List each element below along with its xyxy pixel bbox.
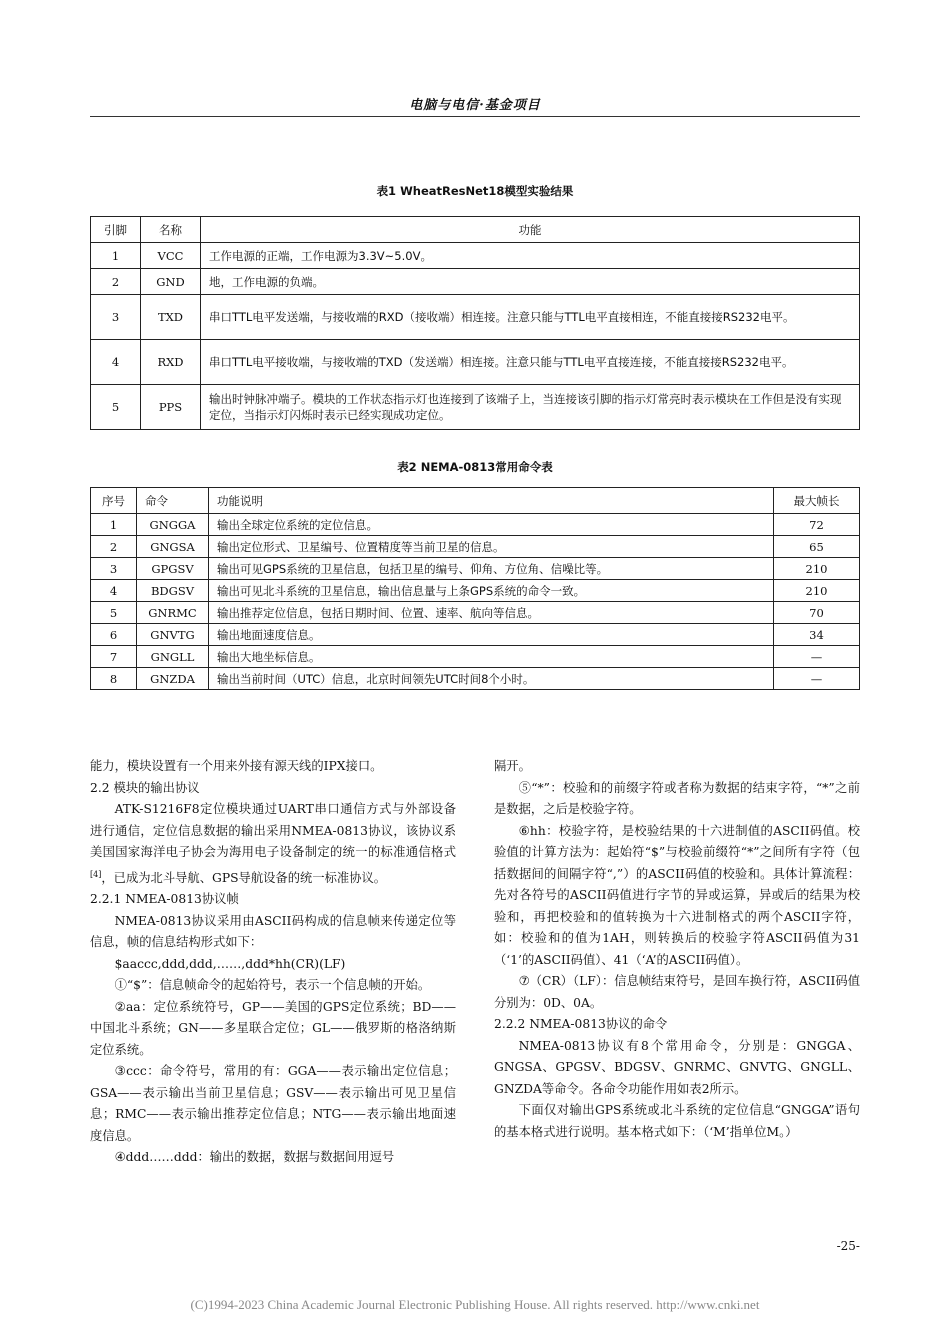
table-cell: 70 [774, 602, 860, 624]
table-cell: 串口TTL电平接收端，与接收端的TXD（发送端）相连接。注意只能与TTL电平直接连接，不能直接接RS232电平。 [201, 340, 860, 385]
table-cell: 8 [91, 668, 137, 690]
table1-header-name: 名称 [141, 217, 201, 243]
paragraph: ⑤“*”：校验和的前缀字符或者称为数据的结束字符，“*”之前是数据，之后是校验字符。 [494, 780, 860, 816]
table-cell: 输出可见北斗系统的卫星信息，输出信息量与上条GPS系统的命令一致。 [209, 580, 774, 602]
table-cell: 210 [774, 558, 860, 580]
table-cell: 1 [91, 514, 137, 536]
paragraph: ③ccc：命令符号，常用的有：GGA——表示输出定位信息；GSA——表示输出当前卫星信息；GSV——表示输出可见卫星信息；RMC——表示输出推荐定位信息；NTG——表示输出地面速度信息。 [90, 1064, 456, 1143]
table-cell: GNRMC [137, 602, 209, 624]
table-cell: — [774, 668, 860, 690]
table-row [91, 340, 860, 385]
table-cell: 5 [91, 385, 141, 430]
table-row [91, 269, 860, 295]
paragraph: ④ddd……ddd：输出的数据，数据与数据间用逗号 [114, 1150, 395, 1165]
table-cell: 2 [91, 269, 141, 295]
paragraph: NMEA-0813协议采用由ASCII码构成的信息帧来传递定位等信息，帧的信息结构形式如下： [90, 913, 456, 950]
table-row [91, 624, 860, 646]
paragraph: NMEA-0813协议有8个常用命令，分别是：GNGGA、GNGSA、GPGSV、BDGSV、GNRMC、GNVTG、GNGLL、GNZDA等命令。各命令功能作用如表2所示。 [494, 1038, 860, 1096]
table2-header-max-length: 最大帧长 [774, 488, 860, 514]
table-cell: TXD [141, 295, 201, 340]
table-row [91, 602, 860, 624]
frame-format: $aaccc,ddd,ddd,……,ddd*hh(CR)(LF) [114, 956, 346, 971]
page-number: -25- [836, 1239, 860, 1253]
table-cell: RXD [141, 340, 201, 385]
table-cell: 72 [774, 514, 860, 536]
table2-header-command: 命令 [137, 488, 209, 514]
paragraph: ①“$”：信息帧命令的起始符号，表示一个信息帧的开始。 [114, 978, 431, 993]
right-column [494, 756, 860, 1143]
table-row [91, 243, 860, 269]
table-cell: GNGGA [137, 514, 209, 536]
table-cell: 输出全球定位系统的定位信息。 [209, 514, 774, 536]
paragraph: ⑦（CR）（LF）：信息帧结束符号，是回车换行符，ASCII码值分别为：0D、0A。 [494, 974, 860, 1010]
table-cell: 输出时钟脉冲端子。模块的工作状态指示灯也连接到了该端子上，当连接该引脚的指示灯常亮时表示模块在工作但是没有实现定位，当指示灯闪烁时表示已经实现成功定位。 [201, 385, 860, 430]
table1-caption: 表1 WheatResNet18模型实验结果 [376, 184, 574, 198]
table1-header-function: 功能 [201, 217, 860, 243]
table-cell: 输出大地坐标信息。 [209, 646, 774, 668]
table-row [91, 514, 860, 536]
table-cell: 工作电源的正端，工作电源为3.3V~5.0V。 [201, 243, 860, 269]
table2-caption: 表2 NEMA-0813常用命令表 [397, 460, 553, 474]
paragraph: 下面仅对输出GPS系统或北斗系统的定位信息“GNGGA”语句的基本格式进行说明。基本格式如下：（‘M’指单位M。） [494, 1103, 860, 1139]
table-row [91, 646, 860, 668]
table-cell: PPS [141, 385, 201, 430]
section-heading: 2.2.1 NMEA-0813协议帧 [90, 892, 239, 907]
table-cell: 210 [774, 580, 860, 602]
table-cell: GNGSA [137, 536, 209, 558]
journal-header: 电脑与电信·基金项目 [409, 98, 541, 113]
paragraph: ⑥hh：校验字符，是校验结果的十六进制值的ASCII码值。校验值的计算方法为：起始符“$”与校验前缀符“*”之间所有字符（包括数据间的间隔字符“,”）的ASCII码值的校验和。具体计算流程：先对各符号的ASCII码值进行字节的异或运算，异或后的结果为校验和，再把校验和的值转换为十六进制格式的两个ASCII字符，如：校验和的值为1AH，则转换后的校验字符ASCII码值为31（‘1’的ASCII码值）、41（‘A’的ASCII码值）。 [494, 823, 860, 967]
table2 [90, 487, 860, 690]
table-cell: 4 [91, 340, 141, 385]
section-heading: 2.2.2 NMEA-0813协议的命令 [494, 1017, 668, 1031]
table-cell: GPGSV [137, 558, 209, 580]
table2-header-index: 序号 [91, 488, 137, 514]
table-cell: 输出定位形式、卫星编号、位置精度等当前卫星的信息。 [209, 536, 774, 558]
table-cell: 3 [91, 295, 141, 340]
citation: [4] [90, 869, 102, 879]
header-rule [90, 116, 860, 117]
paragraph: 能力，模块设置有一个用来外接有源天线的IPX接口。 [90, 759, 383, 773]
paragraph: ②aa：定位系统符号，GP——美国的GPS定位系统；BD——中国北斗系统；GN——多星联合定位；GL——俄罗斯的格洛纳斯定位系统。 [90, 999, 456, 1057]
table-row [91, 385, 860, 430]
table-row [91, 295, 860, 340]
table1 [90, 216, 860, 430]
table-cell: 3 [91, 558, 137, 580]
table-cell: 5 [91, 602, 137, 624]
table-cell: GNZDA [137, 668, 209, 690]
table-cell: 1 [91, 243, 141, 269]
section-heading: 2.2 模块的输出协议 [90, 780, 200, 795]
table-cell: 地，工作电源的负端。 [201, 269, 860, 295]
table-row [91, 668, 860, 690]
paragraph: ATK-S1216F8定位模块通过UART串口通信方式与外部设备进行通信，定位信息数据的输出采用NMEA-0813协议，该协议系美国国家海洋电子协会为海用电子设备制定的统一的标准通信格式[4]，已成为北斗导航、GPS导航设备的统一标准协议。 [90, 802, 456, 885]
table-cell: BDGSV [137, 580, 209, 602]
table-cell: 34 [774, 624, 860, 646]
table1-header-pin: 引脚 [91, 217, 141, 243]
copyright-footer: (C)1994-2023 China Academic Journal Electronic Publishing House. All rights reserved. http://www.cnki.net [190, 1297, 760, 1312]
table-cell: GND [141, 269, 201, 295]
table-cell: 4 [91, 580, 137, 602]
table-cell: 串口TTL电平发送端，与接收端的RXD（接收端）相连接。注意只能与TTL电平直接相连，不能直接接RS232电平。 [201, 295, 860, 340]
table-cell: VCC [141, 243, 201, 269]
table-row [91, 580, 860, 602]
table-cell: 2 [91, 536, 137, 558]
table-cell: — [774, 646, 860, 668]
table-row [91, 558, 860, 580]
table-cell: 65 [774, 536, 860, 558]
table-cell: 输出当前时间（UTC）信息，北京时间领先UTC时间8个小时。 [209, 668, 774, 690]
table-cell: 7 [91, 646, 137, 668]
table-cell: GNGLL [137, 646, 209, 668]
paragraph: 隔开。 [494, 759, 531, 773]
table-cell: GNVTG [137, 624, 209, 646]
left-column [90, 756, 456, 1169]
table-cell: 输出地面速度信息。 [209, 624, 774, 646]
table2-header-description: 功能说明 [209, 488, 774, 514]
table-cell: 输出可见GPS系统的卫星信息，包括卫星的编号、仰角、方位角、信噪比等。 [209, 558, 774, 580]
table-cell: 6 [91, 624, 137, 646]
table-cell: 输出推荐定位信息，包括日期时间、位置、速率、航向等信息。 [209, 602, 774, 624]
table-row [91, 536, 860, 558]
